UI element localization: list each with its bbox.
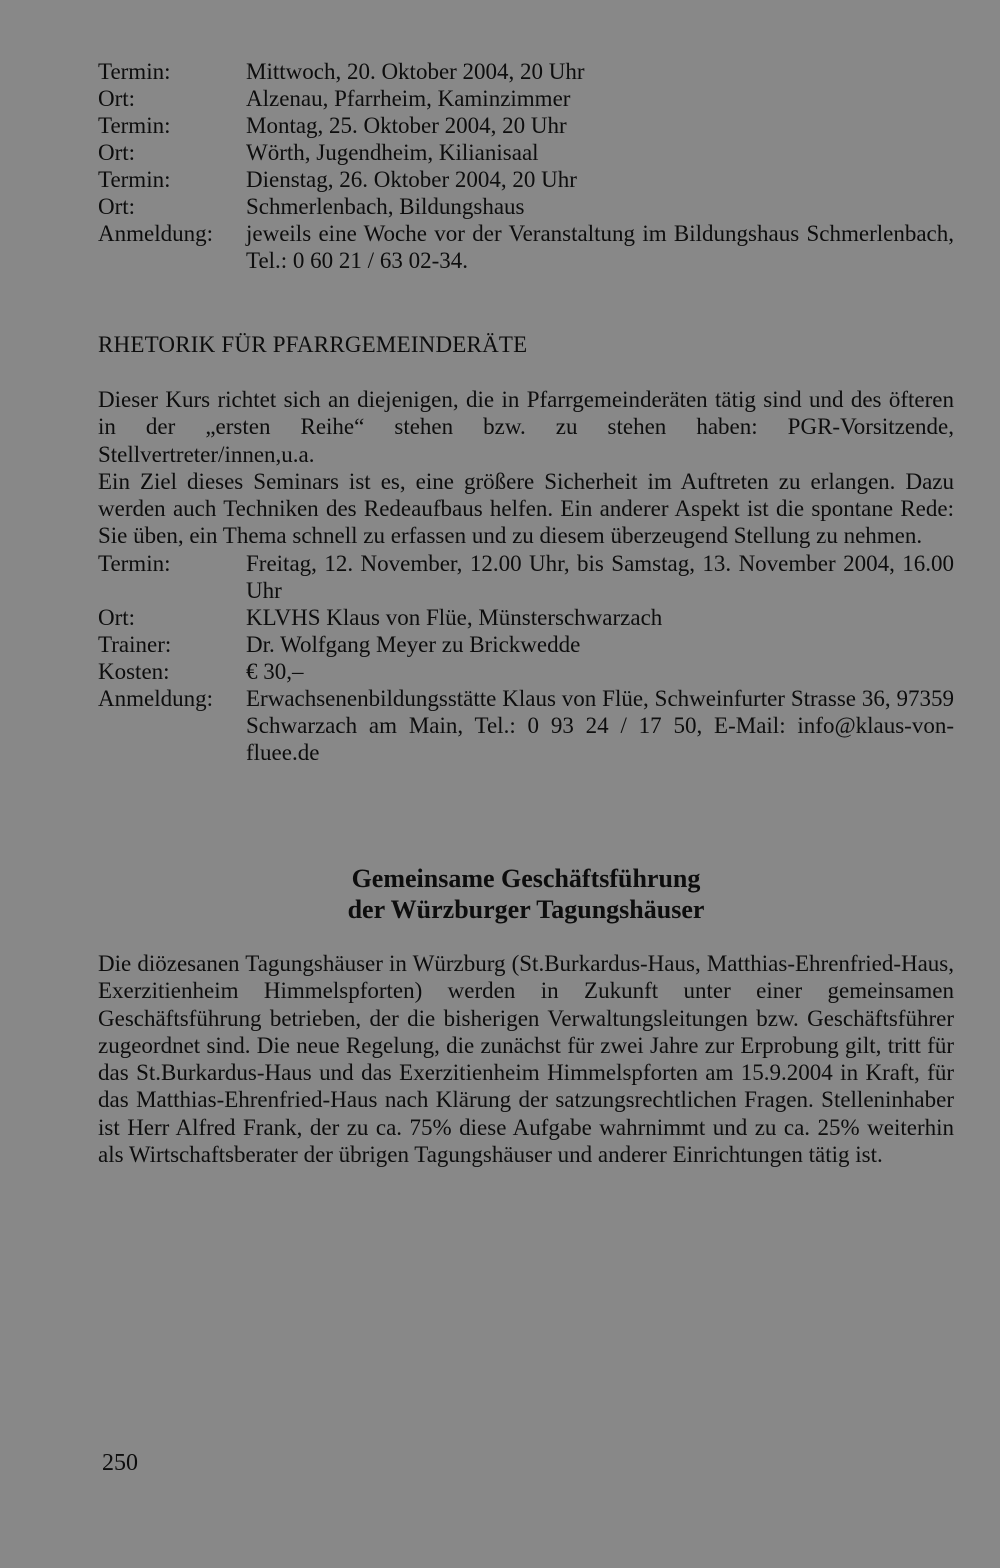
detail-label: Termin: [98,550,171,576]
detail-label: Kosten: [98,658,170,684]
event-row [98,166,954,193]
event-row [98,112,954,139]
detail-value: Dr. Wolfgang Meyer zu Brickwedde [246,631,581,657]
event-value: Mittwoch, 20. Oktober 2004, 20 Uhr [246,59,585,84]
event-row [98,193,954,220]
event-value: Schmerlenbach, Bildungshaus [246,194,525,219]
tagungshaeuser-body [98,950,954,1168]
rhetorik-heading: RHETORIK FÜR PFARRGEMEINDERÄTE [98,332,528,357]
detail-row [98,631,954,658]
section-title [98,863,954,925]
detail-value: Erwachsenenbildungsstätte Klaus von Flüe, Schweinfurter Strasse 36, 97359 Schwarzach am Main, Tel.: 0 93 24 / 17 50, E-Mail: info@klaus-von-fluee.de [246,685,954,765]
event-label: Ort: [98,194,136,219]
detail-label: Ort: [98,604,136,630]
event-row [98,220,954,274]
detail-row [98,658,954,685]
event-label: Anmeldung: [98,221,213,246]
rhetorik-body [98,386,954,766]
event-row [98,139,954,166]
detail-row [98,685,954,766]
detail-value: KLVHS Klaus von Flüe, Münsterschwarzach [246,604,663,630]
detail-row [98,604,954,631]
detail-label: Trainer: [98,631,172,657]
event-label: Ort: [98,140,136,165]
event-label: Termin: [98,167,171,192]
section-title-line-2: der Würzburger Tagungshäuser [347,895,705,924]
event-value: Alzenau, Pfarrheim, Kaminzimmer [246,86,571,111]
event-row [98,58,954,85]
event-list-1 [98,58,954,274]
rhetorik-paragraph-2: Ein Ziel dieses Seminars ist es, eine größere Sicherheit im Auftreten zu erlangen. Dazu werden auch Techniken des Redeaufbaus helfen. Ein anderer Aspekt ist die spontane Rede: Sie üben, ein Thema schnell zu erfassen und zu diesem überzeugend Stellung zu nehmen. [98,468,954,549]
event-label: Termin: [98,59,171,84]
rhetorik-paragraph-1: Dieser Kurs richtet sich an diejenigen, die in Pfarrgemeinderäten tätig sind und des öfteren in der „ersten Reihe“ stehen bzw. zu stehen haben: PGR-Vorsitzende, Stellvertreter/innen,u.a. [98,387,954,467]
event-label: Termin: [98,113,171,138]
event-label: Ort: [98,86,136,111]
detail-value: € 30,– [246,658,304,684]
detail-row [98,550,954,604]
tagungshaeuser-paragraph: Die diözesanen Tagungshäuser in Würzburg (St.Burkardus-Haus, Matthias-Ehrenfried-Haus, Exerzitienheim Himmelspforten) werden in Zukunft unter einer gemeinsamen Geschäftsführung betrieben, der die bisherigen Verwaltungsleitungen bzw. Geschäftsführer zugeordnet sind. Die neue Regelung, die zunächst für zwei Jahre zur Erprobung gilt, tritt für das St.Burkardus-Haus und das Exerzitienheim Himmelspforten am 15.9.2004 in Kraft, für das Matthias-Ehrenfried-Haus nach Klärung der satzungsrechtlichen Fragen. Stelleninhaber ist Herr Alfred Frank, der zu ca. 75% diese Aufgabe wahrnimmt und zu ca. 25% weiterhin als Wirtschaftsberater der übrigen Tagungshäuser und anderer Einrichtungen tätig ist. [98,951,954,1168]
page-number: 250 [102,1450,138,1476]
detail-value: Freitag, 12. November, 12.00 Uhr, bis Samstag, 13. November 2004, 16.00 Uhr [246,550,954,603]
event-row [98,85,954,112]
event-value: Montag, 25. Oktober 2004, 20 Uhr [246,113,567,138]
event-value: jeweils eine Woche vor der Veranstaltung im Bildungshaus Schmerlenbach, Tel.: 0 60 21 / 63 02-34. [246,221,954,273]
event-value: Dienstag, 26. Oktober 2004, 20 Uhr [246,167,577,192]
detail-label: Anmeldung: [98,685,213,711]
section-title-line-1: Gemeinsame Geschäftsführung [351,864,701,893]
event-value: Wörth, Jugendheim, Kilianisaal [246,140,539,165]
